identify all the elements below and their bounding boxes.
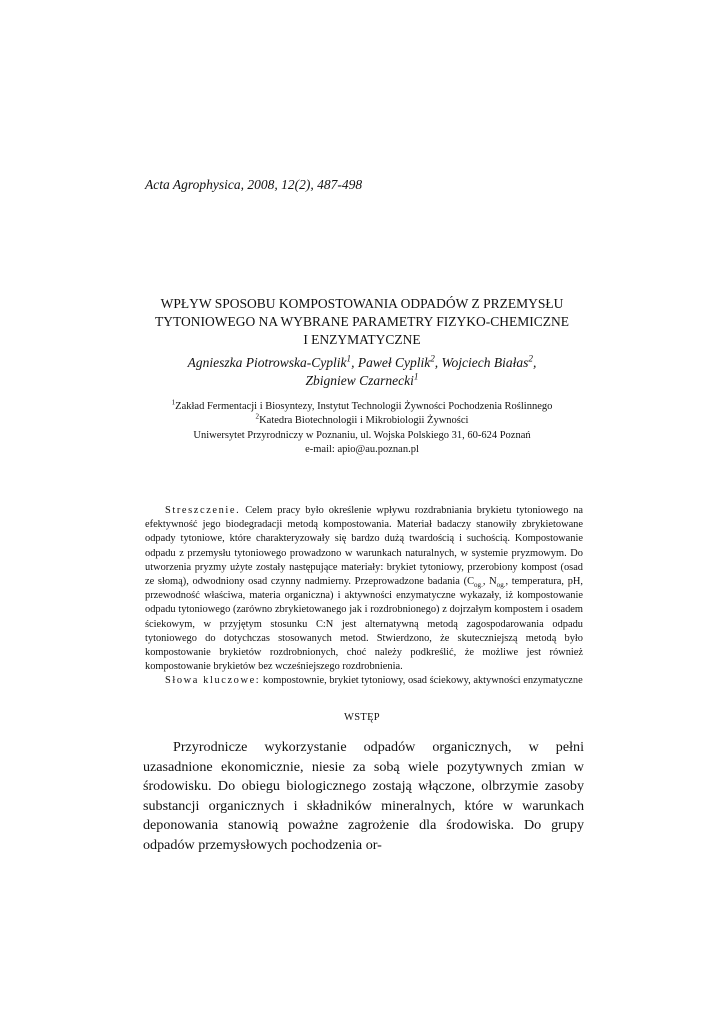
keywords-label: Słowa kluczowe: bbox=[165, 675, 261, 687]
title-line: I ENZYMATYCZNE bbox=[303, 332, 421, 347]
affiliation-marker: 1 bbox=[413, 371, 419, 382]
author-name: , Paweł Cyplik bbox=[351, 355, 431, 370]
affiliation-text: Katedra Biotechnologii i Mikrobiologii Żywności bbox=[259, 415, 469, 427]
title-line: TYTONIOWEGO NA WYBRANE PARAMETRY FIZYKO-CHEMICZNE bbox=[155, 314, 569, 329]
affiliation-marker: 1 bbox=[171, 398, 176, 407]
abstract bbox=[145, 504, 583, 689]
author-line bbox=[140, 372, 584, 390]
abstract-text: , N bbox=[482, 576, 497, 588]
affiliation-line bbox=[140, 400, 584, 414]
article-title bbox=[140, 295, 584, 349]
author-list bbox=[140, 354, 584, 390]
punctuation: , bbox=[533, 355, 537, 370]
email-line: e-mail: apio@au.poznan.pl bbox=[305, 443, 419, 455]
abstract-text: Celem pracy było określenie wpływu rozdrabniania brykietu tytoniowego na efektywność jego biodegradacji metodą kompostowania. Materiał badaczy stanowiły zbrykietowane odpady tytoniowe, które charakteryzowały się bardzo dużą twardością i suchością. Kompostowanie odpadu z przemysłu tytoniowego prowadzono w warunkach naturalnych, w systemie pryzmowym. Do utworzenia pryzmy użyte zostały następujące materiały: brykiet tytoniowy, przerobiony kompost (osad ze słomą), odwodniony osad czynny nadmierny. Przeprowadzone badania (C bbox=[145, 505, 583, 588]
title-line: WPŁYW SPOSOBU KOMPOSTOWANIA ODPADÓW Z PRZEMYSŁU bbox=[160, 296, 564, 311]
subscript: og. bbox=[496, 581, 506, 590]
address-line: Uniwersytet Przyrodniczy w Poznaniu, ul. Wojska Polskiego 31, 60-624 Poznań bbox=[193, 429, 531, 441]
journal-citation: Acta Agrophysica, 2008, 12(2), 487-498 bbox=[145, 177, 363, 192]
intro-paragraph: Przyrodnicze wykorzystanie odpadów organicznych, w pełni uzasadnione ekonomicznie, niesie za sobą wiele pozytywnych zmian w środowisku. Do obiegu biologicznego zostają włączone, olbrzymie zasoby substancji organicznych i składników mineralnych, które w warunkach deponowania stanowią poważne zagrożenie dla środowiska. Do grupy odpadów przemysłowych pochodzenia or- bbox=[143, 739, 584, 853]
author-name: Zbigniew Czarnecki bbox=[305, 373, 414, 388]
keywords-paragraph bbox=[145, 674, 583, 688]
affiliation-marker: 2 bbox=[255, 412, 260, 421]
subscript: og. bbox=[474, 581, 483, 590]
affiliations bbox=[140, 400, 584, 457]
body-text bbox=[143, 738, 584, 856]
affiliation-marker: 2 bbox=[528, 353, 533, 364]
affiliation-text: Zakład Fermentacji i Biosyntezy, Instytut Technologii Żywności Pochodzenia Roślinnego bbox=[175, 401, 553, 412]
keywords-text: kompostownie, brykiet tytoniowy, osad ściekowy, aktywności enzymatyczne bbox=[260, 675, 583, 687]
author-line bbox=[140, 354, 584, 372]
affiliation-marker: 1 bbox=[346, 353, 352, 364]
abstract-text: , temperatura, pH, przewodność właściwa, materia organiczna) i aktywności enzymatyczne wykazały, iż kompostowanie odpadu tytoniowego (zarówno zbrykietowanego jak i rozdrobnionego) z dojrzałym kompostem i osadem ściekowym, w przyjętym stosunku C:N jest alternatywną metodą zagospodarowania odpadu tytoniowego do dotychczas stosowanych metod. Stwierdzono, że skuteczniejszą metodą było kompostowanie brykietów rozdrobnionych, choć należy podkreślić, że możliwe jest również kompostowanie brykietów bez wcześniejszego rozdrobnienia. bbox=[145, 576, 583, 673]
affiliation-marker: 2 bbox=[430, 353, 435, 364]
section-heading: WSTĘP bbox=[344, 712, 380, 723]
affiliation-line bbox=[140, 414, 584, 428]
author-name: , Wojciech Białas bbox=[434, 355, 529, 370]
author-name: Agnieszka Piotrowska-Cyplik bbox=[187, 355, 347, 370]
abstract-paragraph bbox=[145, 504, 583, 674]
abstract-label: Streszczenie. bbox=[165, 505, 241, 516]
